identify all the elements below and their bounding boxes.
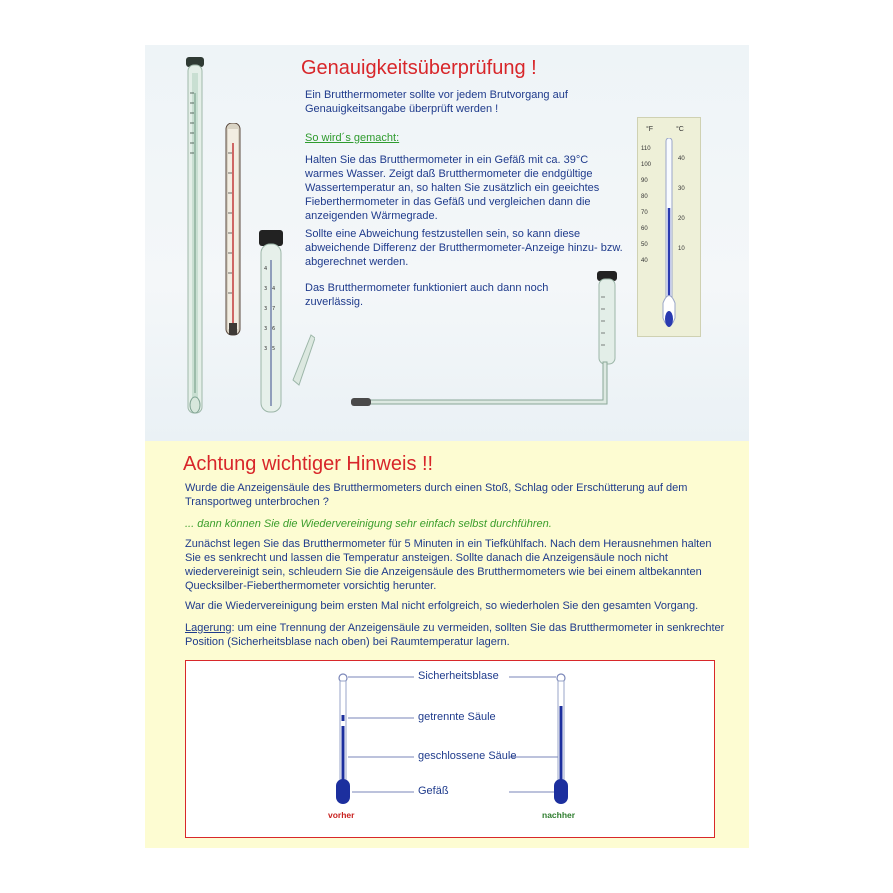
scale-thermometer xyxy=(223,123,243,338)
fahrenheit-unit: °F xyxy=(646,126,654,133)
column-diagram xyxy=(185,660,715,838)
accuracy-check-section xyxy=(145,45,749,441)
svg-text:6: 6 xyxy=(272,326,276,332)
fahrenheit-scale: 110 100 90 80 70 60 50 40 xyxy=(641,146,652,264)
notice-paragraph-2: Zunächst legen Sie das Brutthermometer für 5 Minuten in ein Tiefkühlfach. Nach dem Herausnehmen halten Sie es senkrecht und lassen die Temperatur ansteigen. Sollte danach die Anzeigensäule noch nicht wiedervereinigt sein, schleudern Sie die Anzeigensäule des Brutthermometers wie bei einem altbekannten Quecksilber-Fieberthermometer vorsichtig herunter. xyxy=(185,538,712,592)
svg-text:7: 7 xyxy=(272,306,276,312)
diagram-drawing xyxy=(186,661,713,836)
storage-label: Lagerung xyxy=(185,622,232,634)
svg-text:5: 5 xyxy=(272,346,276,352)
storage-paragraph: Lagerung: um eine Trennung der Anzeigensäule zu vermeiden, sollten Sie das Brutthermometer in senkrechter Position (Sicherheitsblase nach oben) bei Raumtemperatur lagern. xyxy=(185,622,725,648)
svg-text:3: 3 xyxy=(264,346,268,352)
svg-text:4: 4 xyxy=(272,286,276,292)
label-safety-bubble: Sicherheitsblase xyxy=(418,670,499,682)
notice-title: Achtung wichtiger Hinweis !! xyxy=(183,453,434,475)
label-separated-column: getrennte Säule xyxy=(418,711,496,723)
svg-text:3: 3 xyxy=(264,306,268,312)
label-closed-column: geschlossene Säule xyxy=(418,750,517,762)
svg-text:3: 3 xyxy=(264,326,268,332)
after-thermometer xyxy=(554,674,568,804)
wall-thermometer-tube xyxy=(660,138,678,333)
notice-paragraph-3: War die Wiedervereinigung beim ersten Mal nicht erfolgreich, so wiederholen Sie den gesamten Vorgang. xyxy=(185,600,699,612)
label-bulb: Gefäß xyxy=(418,785,449,797)
long-glass-thermometer xyxy=(181,53,211,415)
howto-heading: So wird´s gemacht: xyxy=(305,132,400,144)
celsius-scale: 40 30 20 10 xyxy=(678,156,685,252)
before-thermometer xyxy=(336,674,350,804)
accuracy-paragraph-2: Sollte eine Abweichung festzustellen sein, so kann diese abweichende Differenz der Brutthermometer-Anzeige hinzu- bzw. abgerechnet werden. xyxy=(305,228,623,268)
notice-paragraph-1: Wurde die Anzeigensäule des Brutthermometers durch einen Stoß, Schlag oder Erschütterung auf dem Transportweg unterbrochen ? xyxy=(185,482,688,508)
before-caption: vorher xyxy=(328,810,355,820)
intro-text: Ein Brutthermometer sollte vor jedem Brutvorgang auf Genauigkeitsangabe überprüft werden ! xyxy=(305,89,568,115)
svg-text:4: 4 xyxy=(264,266,268,272)
important-notice-section xyxy=(145,441,749,848)
after-caption: nachher xyxy=(542,810,576,820)
svg-text:3: 3 xyxy=(264,286,268,292)
wall-thermometer xyxy=(637,117,701,337)
notice-green-line: ... dann können Sie die Wiedervereinigung sehr einfach selbst durchführen. xyxy=(185,518,552,530)
celsius-unit: °C xyxy=(676,126,684,133)
instruction-sheet xyxy=(145,45,749,848)
accuracy-paragraph-3: Das Brutthermometer funktioniert auch dann noch zuverlässig. xyxy=(305,282,549,308)
accuracy-paragraph-1: Halten Sie das Brutthermometer in ein Gefäß mit ca. 39°C warmes Wasser. Zeigt daß Brutthermometer die endgültige Wassertemperatur an, so halten Sie zusätzlich ein geeichtes Fieberthermometer in das Gefäß und vergleichen dann die anzeigenden Wärmegrade. xyxy=(305,154,600,222)
accuracy-title: Genauigkeitsüberprüfung ! xyxy=(301,57,537,79)
